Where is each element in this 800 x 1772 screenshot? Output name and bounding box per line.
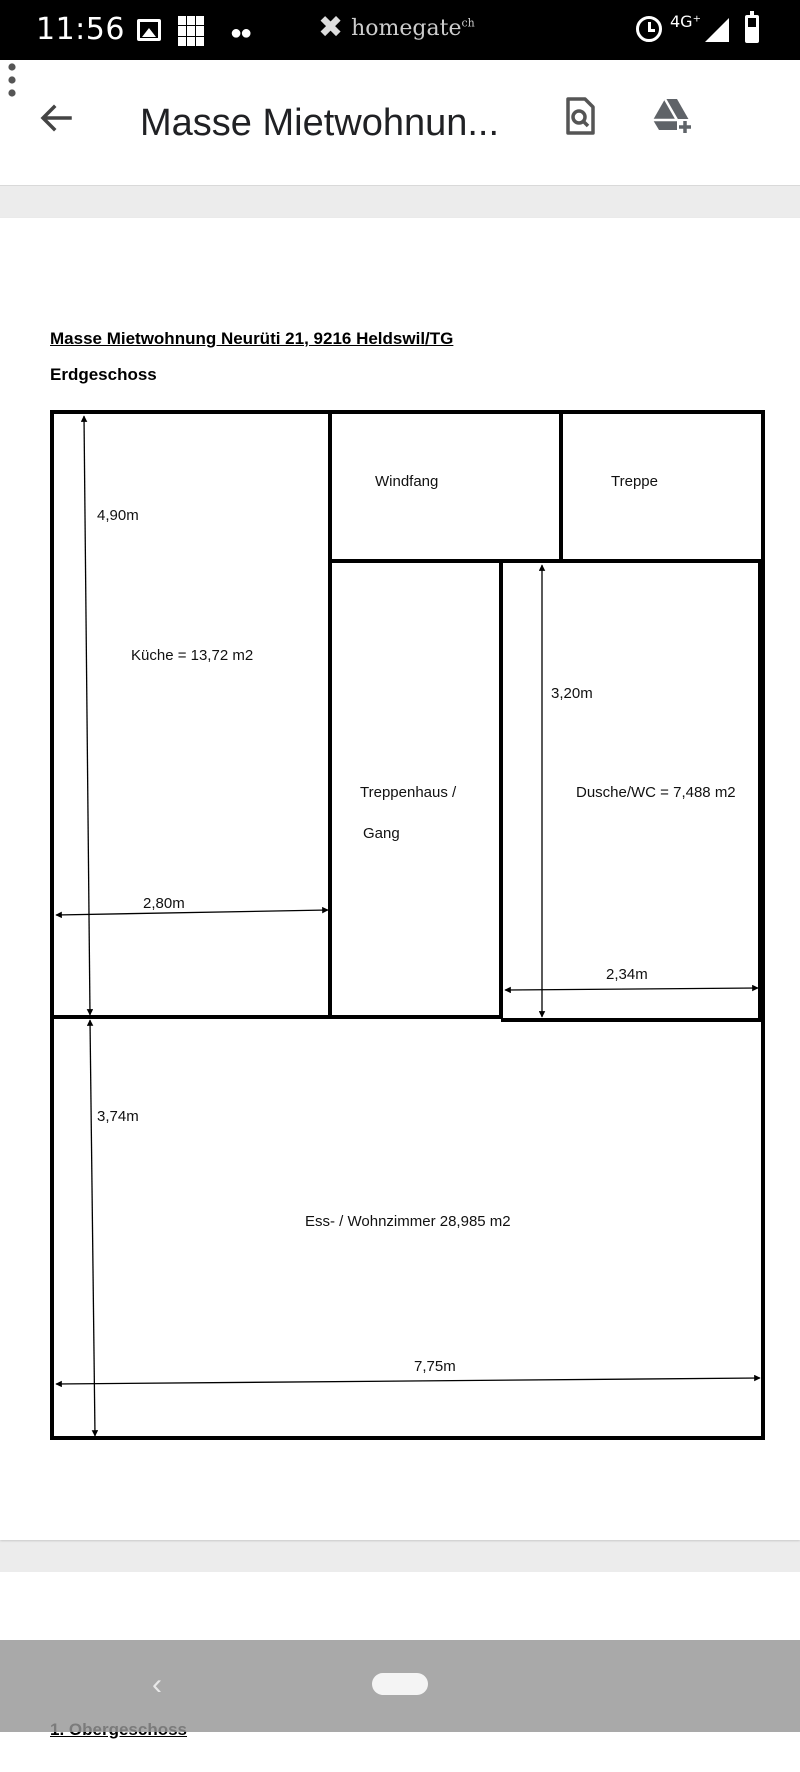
room-label-gang: Gang [363,825,400,842]
dimension-line-total-width [56,1378,760,1384]
back-arrow-icon[interactable] [36,98,76,138]
floor-plan [0,218,800,1540]
signal-icon [705,18,729,42]
homegate-logo-icon: ✖ [318,11,344,44]
app-bar [0,60,800,186]
document-heading: Masse Mietwohnung Neurüti 21, 9216 Heldswil/TG [50,329,454,348]
document-subheading: Erdgeschoss [50,365,157,384]
room-label-kueche: Küche = 13,72 m2 [131,647,254,664]
alarm-icon [636,16,662,42]
dimension-label-kueche-width: 2,80m [143,895,185,912]
dimension-line-kueche-width [56,910,328,915]
status-time: 11:56 [36,12,125,47]
dimension-label-dusche-width: 2,34m [606,966,648,983]
drive-add-icon[interactable] [650,94,694,138]
dimension-label-wohn-height: 3,74m [97,1108,139,1125]
brand-suffix: ch [461,16,475,30]
nav-back-icon[interactable]: ‹ [152,1668,162,1701]
brand-name: homegate [351,15,462,41]
room-label-windfang: Windfang [375,473,439,490]
dimension-label-kueche-height: 4,90m [97,507,139,524]
dimension-label-total-width: 7,75m [414,1358,456,1375]
document-title: Masse Mietwohnun... [140,102,500,144]
more-vert-icon[interactable] [0,60,24,100]
dimension-line-kueche-height [84,416,90,1015]
dimension-label-dusche-height: 3,20m [551,685,593,702]
dimension-line-wohn-height [90,1020,95,1436]
nav-home-pill[interactable] [372,1673,428,1695]
outer-wall [52,412,763,1438]
search-document-icon[interactable] [558,94,602,138]
room-label-treppe: Treppe [611,473,658,490]
dimension-line-dusche-width [505,988,758,990]
dots-icon: ●● [230,22,251,44]
room-label-treppenhaus: Treppenhaus / [360,784,457,801]
network-type: 4G⁺ [670,12,702,31]
navigation-bar [0,1640,800,1732]
homegate-brand [318,13,475,43]
status-bar [0,0,800,60]
document-page [0,218,800,1540]
room-label-wohnzimmer: Ess- / Wohnzimmer 28,985 m2 [305,1213,511,1230]
image-icon [137,19,161,41]
room-label-dusche: Dusche/WC = 7,488 m2 [576,784,736,801]
grid-icon [178,16,204,46]
battery-icon [745,15,759,43]
